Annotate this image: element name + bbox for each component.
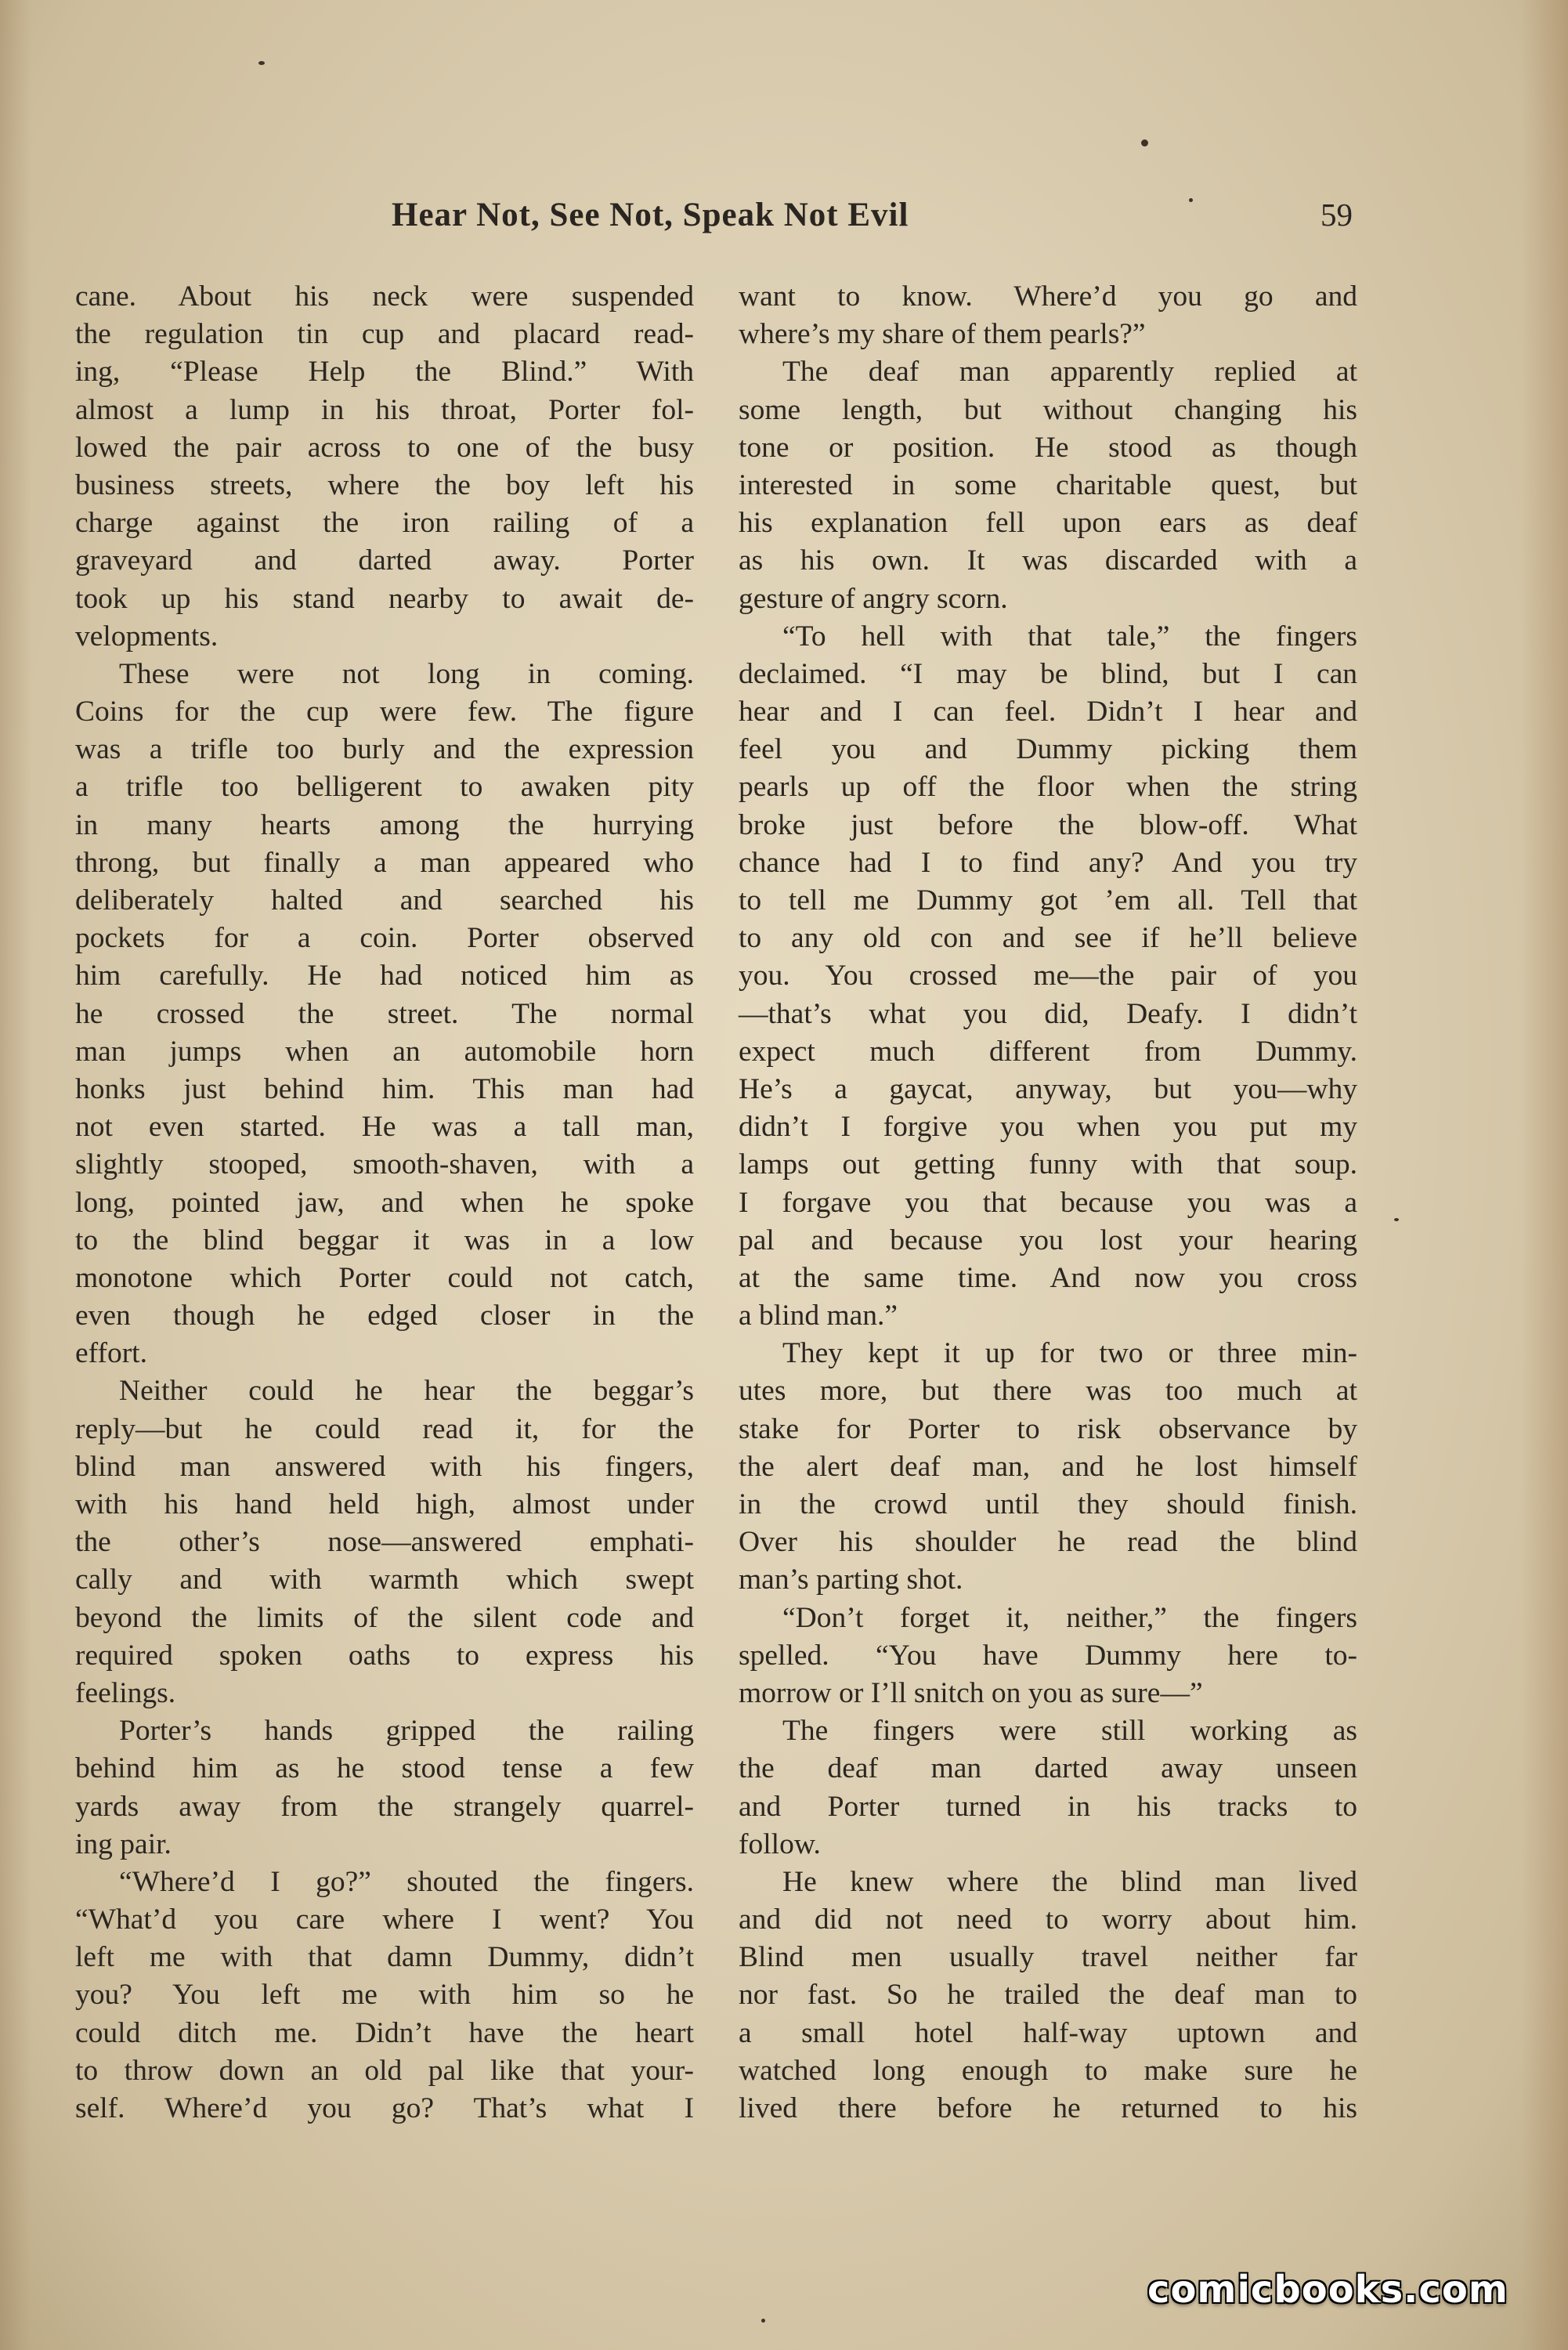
text-line: lived there before he returned to his bbox=[739, 2092, 1357, 2124]
text-line: reply—but he could read it, for the bbox=[75, 1412, 694, 1445]
text-line: He knew where the blind man lived bbox=[782, 1865, 1357, 1898]
text-line: spelled. “You have Dummy here to- bbox=[739, 1639, 1357, 1672]
text-line: “Don’t forget it, neither,” the fingers bbox=[782, 1601, 1357, 1634]
text-line: not even started. He was a tall man, bbox=[75, 1111, 694, 1144]
text-line: in many hearts among the hurrying bbox=[75, 808, 694, 841]
text-line: graveyard and darted away. Porter bbox=[75, 544, 694, 577]
text-line: The deaf man apparently replied at bbox=[782, 356, 1357, 389]
text-line: with his hand held high, almost under bbox=[75, 1488, 694, 1520]
text-line: nor fast. So he trailed the deaf man to bbox=[739, 1979, 1357, 2012]
paper-speck bbox=[1394, 1218, 1399, 1221]
text-line: cally and with warmth which swept bbox=[75, 1564, 694, 1596]
text-line: to any old con and see if he’ll believe bbox=[739, 922, 1357, 955]
text-line: expect much different from Dummy. bbox=[739, 1035, 1357, 1068]
text-line: feel you and Dummy picking them bbox=[739, 733, 1357, 766]
text-line: cane. About his neck were suspended bbox=[75, 280, 694, 313]
text-line: blind man answered with his fingers, bbox=[75, 1450, 694, 1483]
text-line: him carefully. He had noticed him as bbox=[75, 960, 694, 992]
text-line: ing pair. bbox=[75, 1828, 172, 1860]
text-line: watched long enough to make sure he bbox=[739, 2054, 1357, 2087]
text-line: in the crowd until they should finish. bbox=[739, 1488, 1357, 1520]
text-line: He’s a gaycat, anyway, but you—why bbox=[739, 1072, 1357, 1105]
text-line: I forgave you that because you was a bbox=[739, 1186, 1357, 1219]
running-title: Hear Not, See Not, Speak Not Evil bbox=[392, 197, 909, 233]
text-line: at the same time. And now you cross bbox=[739, 1261, 1357, 1294]
page-edge-shadow-left bbox=[0, 0, 31, 2350]
text-line: feelings. bbox=[75, 1676, 176, 1709]
text-line: and Porter turned in his tracks to bbox=[739, 1790, 1357, 1823]
text-line: deliberately halted and searched his bbox=[75, 884, 694, 916]
text-line: was a trifle too burly and the expression bbox=[75, 733, 694, 766]
text-line: man’s parting shot. bbox=[739, 1564, 963, 1596]
text-line: effort. bbox=[75, 1337, 147, 1370]
text-line: The fingers were still working as bbox=[782, 1715, 1357, 1748]
page-edge-shadow-right bbox=[1521, 0, 1568, 2350]
text-line: want to know. Where’d you go and bbox=[739, 280, 1357, 313]
text-line: Blind men usually travel neither far bbox=[739, 1941, 1357, 1974]
text-line: and did not need to worry about him. bbox=[739, 1904, 1357, 1936]
text-line: follow. bbox=[739, 1828, 821, 1860]
text-line: the alert deaf man, and he lost himself bbox=[739, 1450, 1357, 1483]
text-line: you. You crossed me—the pair of you bbox=[739, 960, 1357, 992]
page-number: 59 bbox=[1321, 197, 1353, 233]
page-header bbox=[75, 196, 1360, 243]
text-line: a small hotel half-way uptown and bbox=[739, 2016, 1357, 2049]
paper-speck bbox=[761, 2319, 765, 2323]
text-column-left bbox=[75, 278, 694, 2128]
text-line: business streets, where the boy left his bbox=[75, 468, 694, 501]
text-line: honks just behind him. This man had bbox=[75, 1072, 694, 1105]
text-line: required spoken oaths to express his bbox=[75, 1639, 694, 1672]
text-line: he crossed the street. The normal bbox=[75, 997, 694, 1030]
text-line: “What’d you care where I went? You bbox=[75, 1904, 694, 1936]
watermark: comicbooks.com bbox=[1147, 2268, 1508, 2312]
text-line: lamps out getting funny with that soup. bbox=[739, 1148, 1357, 1181]
text-line: almost a lump in his throat, Porter fol- bbox=[75, 393, 694, 426]
text-line: monotone which Porter could not catch, bbox=[75, 1261, 694, 1294]
text-line: to throw down an old pal like that your- bbox=[75, 2054, 694, 2087]
text-line: a trifle too belligerent to awaken pity bbox=[75, 771, 694, 804]
text-line: behind him as he stood tense a few bbox=[75, 1752, 694, 1785]
text-line: hear and I can feel. Didn’t I hear and bbox=[739, 696, 1357, 728]
text-line: —that’s what you did, Deafy. I didn’t bbox=[739, 997, 1357, 1030]
text-line: They kept it up for two or three min- bbox=[782, 1337, 1357, 1370]
text-line: charge against the iron railing of a bbox=[75, 507, 694, 540]
text-line: left me with that damn Dummy, didn’t bbox=[75, 1941, 694, 1974]
text-line: self. Where’d you go? That’s what I bbox=[75, 2092, 694, 2124]
text-line: broke just before the blow-off. What bbox=[739, 808, 1357, 841]
text-line: “Where’d I go?” shouted the fingers. bbox=[119, 1865, 694, 1898]
text-line: didn’t I forgive you when you put my bbox=[739, 1111, 1357, 1144]
text-line: man jumps when an automobile horn bbox=[75, 1035, 694, 1068]
text-column-right bbox=[739, 278, 1357, 2128]
text-line: the regulation tin cup and placard read- bbox=[75, 318, 694, 351]
text-line: “To hell with that tale,” the fingers bbox=[782, 620, 1357, 653]
text-line: utes more, but there was too much at bbox=[739, 1375, 1357, 1408]
text-line: Neither could he hear the beggar’s bbox=[119, 1375, 694, 1408]
text-line: even though he edged closer in the bbox=[75, 1300, 694, 1332]
text-line: could ditch me. Didn’t have the heart bbox=[75, 2016, 694, 2049]
text-line: gesture of angry scorn. bbox=[739, 582, 1008, 615]
text-line: pockets for a coin. Porter observed bbox=[75, 922, 694, 955]
text-line: slightly stooped, smooth-shaven, with a bbox=[75, 1148, 694, 1181]
text-line: his explanation fell upon ears as deaf bbox=[739, 507, 1357, 540]
text-line: a blind man.” bbox=[739, 1300, 898, 1332]
text-line: long, pointed jaw, and when he spoke bbox=[75, 1186, 694, 1219]
text-line: velopments. bbox=[75, 620, 219, 653]
text-line: took up his stand nearby to await de- bbox=[75, 582, 694, 615]
text-line: chance had I to find any? And you try bbox=[739, 846, 1357, 879]
text-line: lowed the pair across to one of the busy bbox=[75, 431, 694, 464]
text-line: to the blind beggar it was in a low bbox=[75, 1224, 694, 1256]
text-line: Porter’s hands gripped the railing bbox=[119, 1715, 694, 1748]
text-line: as his own. It was discarded with a bbox=[739, 544, 1357, 577]
text-line: pearls up off the floor when the string bbox=[739, 771, 1357, 804]
text-line: the deaf man darted away unseen bbox=[739, 1752, 1357, 1785]
text-line: some length, but without changing his bbox=[739, 393, 1357, 426]
text-line: pal and because you lost your hearing bbox=[739, 1224, 1357, 1256]
text-line: yards away from the strangely quarrel- bbox=[75, 1790, 694, 1823]
text-line: where’s my share of them pearls?” bbox=[739, 318, 1146, 351]
text-line: Over his shoulder he read the blind bbox=[739, 1526, 1357, 1559]
text-line: the other’s nose—answered emphati- bbox=[75, 1526, 694, 1559]
text-line: to tell me Dummy got ’em all. Tell that bbox=[739, 884, 1357, 916]
text-line: These were not long in coming. bbox=[119, 657, 694, 690]
text-line: morrow or I’ll snitch on you as sure—” bbox=[739, 1676, 1203, 1709]
text-line: Coins for the cup were few. The figure bbox=[75, 696, 694, 728]
text-line: interested in some charitable quest, but bbox=[739, 468, 1357, 501]
paper-speck bbox=[1141, 139, 1148, 146]
text-line: you? You left me with him so he bbox=[75, 1979, 694, 2012]
text-line: throng, but finally a man appeared who bbox=[75, 846, 694, 879]
text-line: ing, “Please Help the Blind.” With bbox=[75, 356, 694, 389]
paper-speck bbox=[258, 61, 265, 65]
text-line: beyond the limits of the silent code and bbox=[75, 1601, 694, 1634]
text-line: tone or position. He stood as though bbox=[739, 431, 1357, 464]
text-line: stake for Porter to risk observance by bbox=[739, 1412, 1357, 1445]
text-line: declaimed. “I may be blind, but I can bbox=[739, 657, 1357, 690]
